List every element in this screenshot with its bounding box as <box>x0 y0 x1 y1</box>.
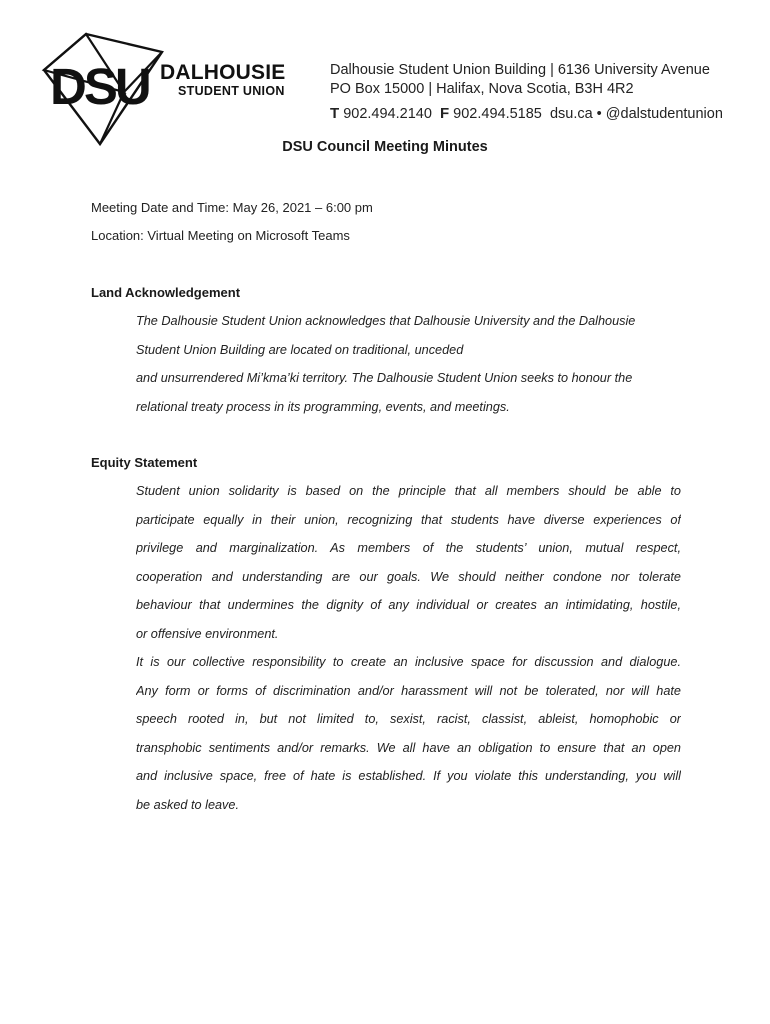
dsu-logo <box>50 58 175 115</box>
address-line-1: Dalhousie Student Union Building | 6136 University Avenue <box>330 62 710 78</box>
land-acknowledgement-text <box>136 307 681 421</box>
equity-statement-text <box>136 477 681 819</box>
org-subtitle: STUDENT UNION <box>178 84 285 98</box>
paragraph-line: cooperation and understanding are our goals. We should neither condone nor tolerate <box>136 569 681 584</box>
paragraph-line: behaviour that undermines the dignity of any individual or creates an intimidating, hostile, <box>136 598 681 612</box>
paragraph-line: or offensive environment. <box>136 626 279 641</box>
paragraph-line: Student Union Building are located on traditional, unceded <box>136 342 464 357</box>
web-social: dsu.ca • @dalstudentunion <box>549 106 723 122</box>
contact-line <box>330 105 723 122</box>
equity-statement-heading: Equity Statement <box>91 455 198 470</box>
org-name: DALHOUSIE <box>160 61 286 84</box>
paragraph-line: Student union solidarity is based on the principle that all members should be able to <box>136 484 681 498</box>
phone-label: T <box>330 105 340 122</box>
land-acknowledgement-heading: Land Acknowledgement <box>91 285 241 300</box>
paragraph-line: It is our collective responsibility to create an inclusive space for discussion and dialogue. <box>136 655 681 669</box>
page-title: DSU Council Meeting Minutes <box>282 139 488 155</box>
meeting-location: Location: Virtual Meeting on Microsoft Teams <box>91 228 350 243</box>
paragraph-line: and unsurrendered Mi’kma’ki territory. The Dalhousie Student Union seeks to honour the <box>136 371 633 385</box>
paragraph-line: and inclusive space, free of hate is established. If you violate this understanding, you will <box>136 769 681 783</box>
meeting-date: Meeting Date and Time: May 26, 2021 – 6:00 pm <box>91 200 373 215</box>
phone-number: 902.494.2140 <box>343 106 432 122</box>
paragraph-line: The Dalhousie Student Union acknowledges that Dalhousie University and the Dalhousie <box>136 314 636 328</box>
paragraph-line: relational treaty process in its programming, events, and meetings. <box>136 399 510 414</box>
paragraph-line: be asked to leave. <box>136 797 239 812</box>
paragraph-line: Any form or forms of discrimination and/or harassment will not be tolerated, nor will hate <box>136 683 681 698</box>
paragraph-line: participate equally in their union, recognizing that students have diverse experiences of <box>136 512 681 527</box>
fax-label: F <box>439 105 450 122</box>
paragraph-line: transphobic sentiments and/or remarks. We all have an obligation to ensure that an open <box>136 740 681 755</box>
paragraph-line: privilege and marginalization. As members of the students’ union, mutual respect, <box>136 541 681 555</box>
fax-number: 902.494.5185 <box>453 106 542 122</box>
logo-letters: DSU <box>50 58 149 115</box>
address-line-2: PO Box 15000 | Halifax, Nova Scotia, B3H 4R2 <box>330 81 634 97</box>
paragraph-line: speech rooted in, but not limited to, sexist, racist, classist, ableist, homophobic or <box>136 712 681 726</box>
